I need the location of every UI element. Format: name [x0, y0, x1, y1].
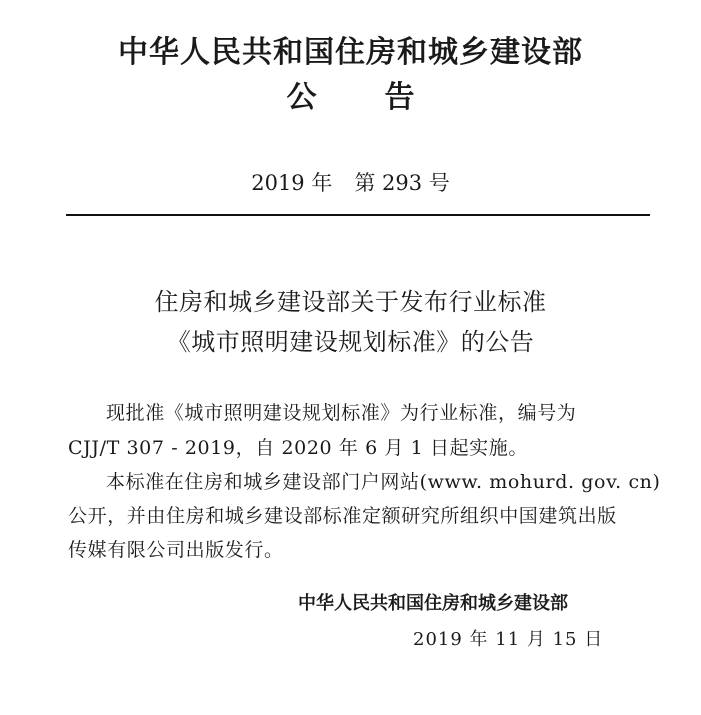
document-type-char-2: 告	[384, 80, 415, 115]
document-type-char-1: 公	[286, 80, 317, 115]
document-number	[0, 168, 701, 198]
document-number-year: 2019 年	[251, 171, 333, 195]
paragraph-1-line-1: 现批准《城市照明建设规划标准》为行业标准，编号为	[106, 402, 577, 424]
document-number-no: 第 293 号	[354, 171, 450, 195]
signature-date: 2019 年 11 月 15 日	[413, 629, 604, 650]
signature-organization: 中华人民共和国住房和城乡建设部	[298, 593, 568, 614]
paragraph-2-line-1: 本标准在住房和城乡建设部门户网站(www. mohurd. gov. cn)	[106, 471, 661, 493]
header-divider	[66, 214, 650, 216]
paragraph-1-line-2: CJJ/T 307 - 2019，自 2020 年 6 月 1 日起实施。	[68, 437, 528, 459]
issuer-title: 中华人民共和国住房和城乡建设部	[118, 35, 583, 70]
announcement-title-line-1: 住房和城乡建设部关于发布行业标准	[154, 288, 547, 316]
announcement-title-line-2: 《城市照明建设规划标准》的公告	[166, 328, 535, 356]
document-type-heading	[0, 76, 701, 120]
paragraph-2-line-3: 传媒有限公司出版发行。	[68, 539, 284, 561]
paragraph-2-line-2: 公开，并由住房和城乡建设部标准定额研究所组织中国建筑出版	[68, 505, 617, 527]
